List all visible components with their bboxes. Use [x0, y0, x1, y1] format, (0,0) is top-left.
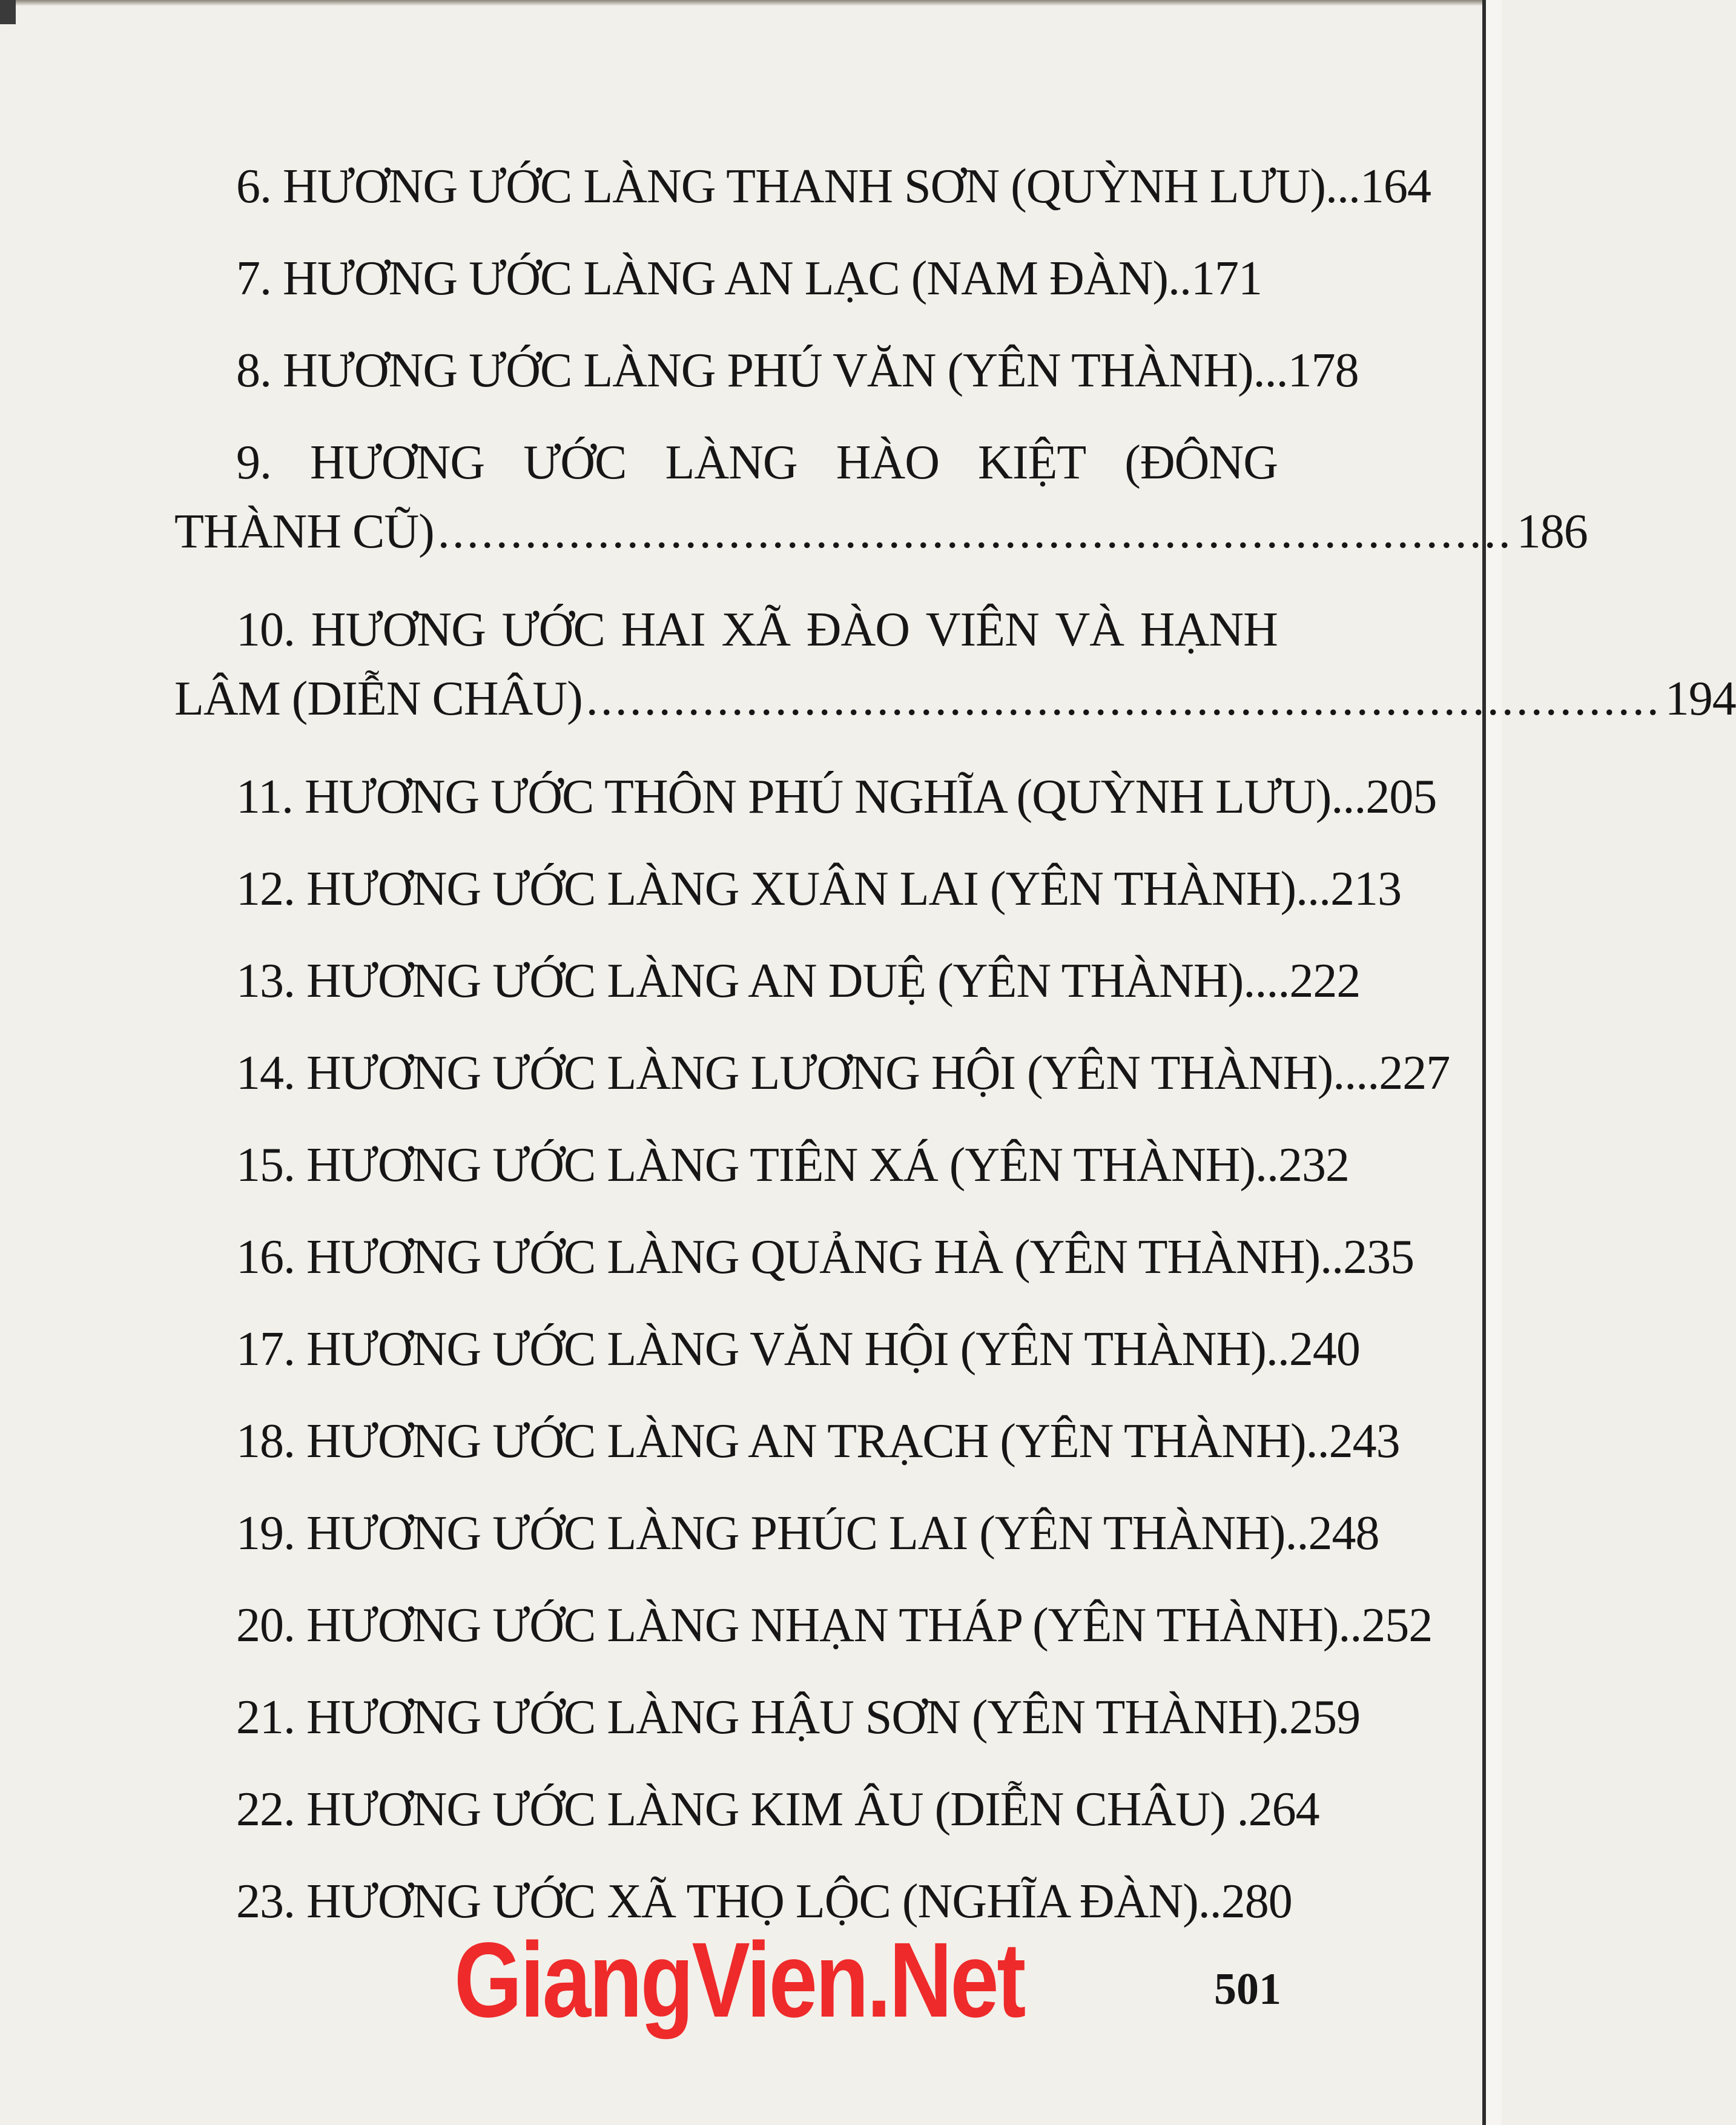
toc-page-number: 186 [1516, 505, 1588, 558]
toc-entry-9-line1: 9. HƯƠNG ƯỚC LÀNG HÀO KIỆT (ĐÔNG [236, 436, 1278, 489]
toc-entry-15: 15. HƯƠNG ƯỚC LÀNG TIÊN XÁ (YÊN THÀNH)..232 [236, 1139, 1350, 1192]
toc-entry-10-line1: 10. HƯƠNG ƯỚC HAI XÃ ĐÀO VIÊN VÀ HẠNH [236, 603, 1278, 656]
scan-corner-mark [0, 0, 16, 24]
toc-entry-6: 6. HƯƠNG ƯỚC LÀNG THANH SƠN (QUỲNH LƯU)...164 [236, 160, 1431, 213]
toc-entry-16: 16. HƯƠNG ƯỚC LÀNG QUẢNG HÀ (YÊN THÀNH)..235 [236, 1231, 1414, 1284]
toc-entry-12: 12. HƯƠNG ƯỚC LÀNG XUÂN LAI (YÊN THÀNH)...213 [236, 862, 1402, 916]
watermark-logo: GiangVien.Net [454, 1921, 1025, 2040]
toc-entry-14: 14. HƯƠNG ƯỚC LÀNG LƯƠNG HỘI (YÊN THÀNH)....227 [236, 1046, 1450, 1100]
page-right-margin [1486, 0, 1502, 2125]
toc-entry-23: 23. HƯƠNG ƯỚC XÃ THỌ LỘC (NGHĨA ĐÀN)..280 [236, 1875, 1292, 1928]
toc-page-number: 194 [1665, 672, 1736, 725]
toc-entry-8: 8. HƯƠNG ƯỚC LÀNG PHÚ VĂN (YÊN THÀNH)...178 [236, 344, 1359, 397]
page-top-edge [0, 0, 1502, 6]
toc-entry-10-line2: LÂM (DIỄN CHÂU) .......................................................................... 194 [174, 663, 1278, 751]
page-right-edge [1482, 0, 1486, 2125]
toc-entry-11: 11. HƯƠNG ƯỚC THÔN PHÚ NGHĨA (QUỲNH LƯU)...205 [236, 770, 1437, 824]
toc-entry-20: 20. HƯƠNG ƯỚC LÀNG NHẠN THÁP (YÊN THÀNH)..252 [236, 1599, 1433, 1652]
toc-entry-7: 7. HƯƠNG ƯỚC LÀNG AN LẠC (NAM ĐÀN)..171 [236, 252, 1262, 305]
leader-dots: .......................................................................... [586, 672, 1662, 725]
toc-entry-10 [174, 584, 1736, 751]
toc-entry-19: 19. HƯƠNG ƯỚC LÀNG PHÚC LAI (YÊN THÀNH)..248 [236, 1507, 1379, 1560]
table-of-contents [174, 140, 1736, 1948]
toc-entry-21: 21. HƯƠNG ƯỚC LÀNG HẬU SƠN (YÊN THÀNH).259 [236, 1691, 1361, 1744]
toc-entry-22: 22. HƯƠNG ƯỚC LÀNG KIM ÂU (DIỄN CHÂU) .264 [236, 1783, 1319, 1836]
toc-entry-13: 13. HƯƠNG ƯỚC LÀNG AN DUỆ (YÊN THÀNH)....222 [236, 954, 1361, 1008]
page-number: 501 [1214, 1965, 1281, 2014]
leader-dots: .......................................................................... [437, 505, 1513, 558]
toc-entry-9-line2: THÀNH CŨ) .......................................................................... 186 [174, 495, 1278, 584]
toc-entry-18: 18. HƯƠNG ƯỚC LÀNG AN TRẠCH (YÊN THÀNH)..243 [236, 1415, 1400, 1468]
toc-entry-17: 17. HƯƠNG ƯỚC LÀNG VĂN HỘI (YÊN THÀNH)..240 [236, 1323, 1360, 1376]
toc-entry-9 [174, 417, 1588, 584]
